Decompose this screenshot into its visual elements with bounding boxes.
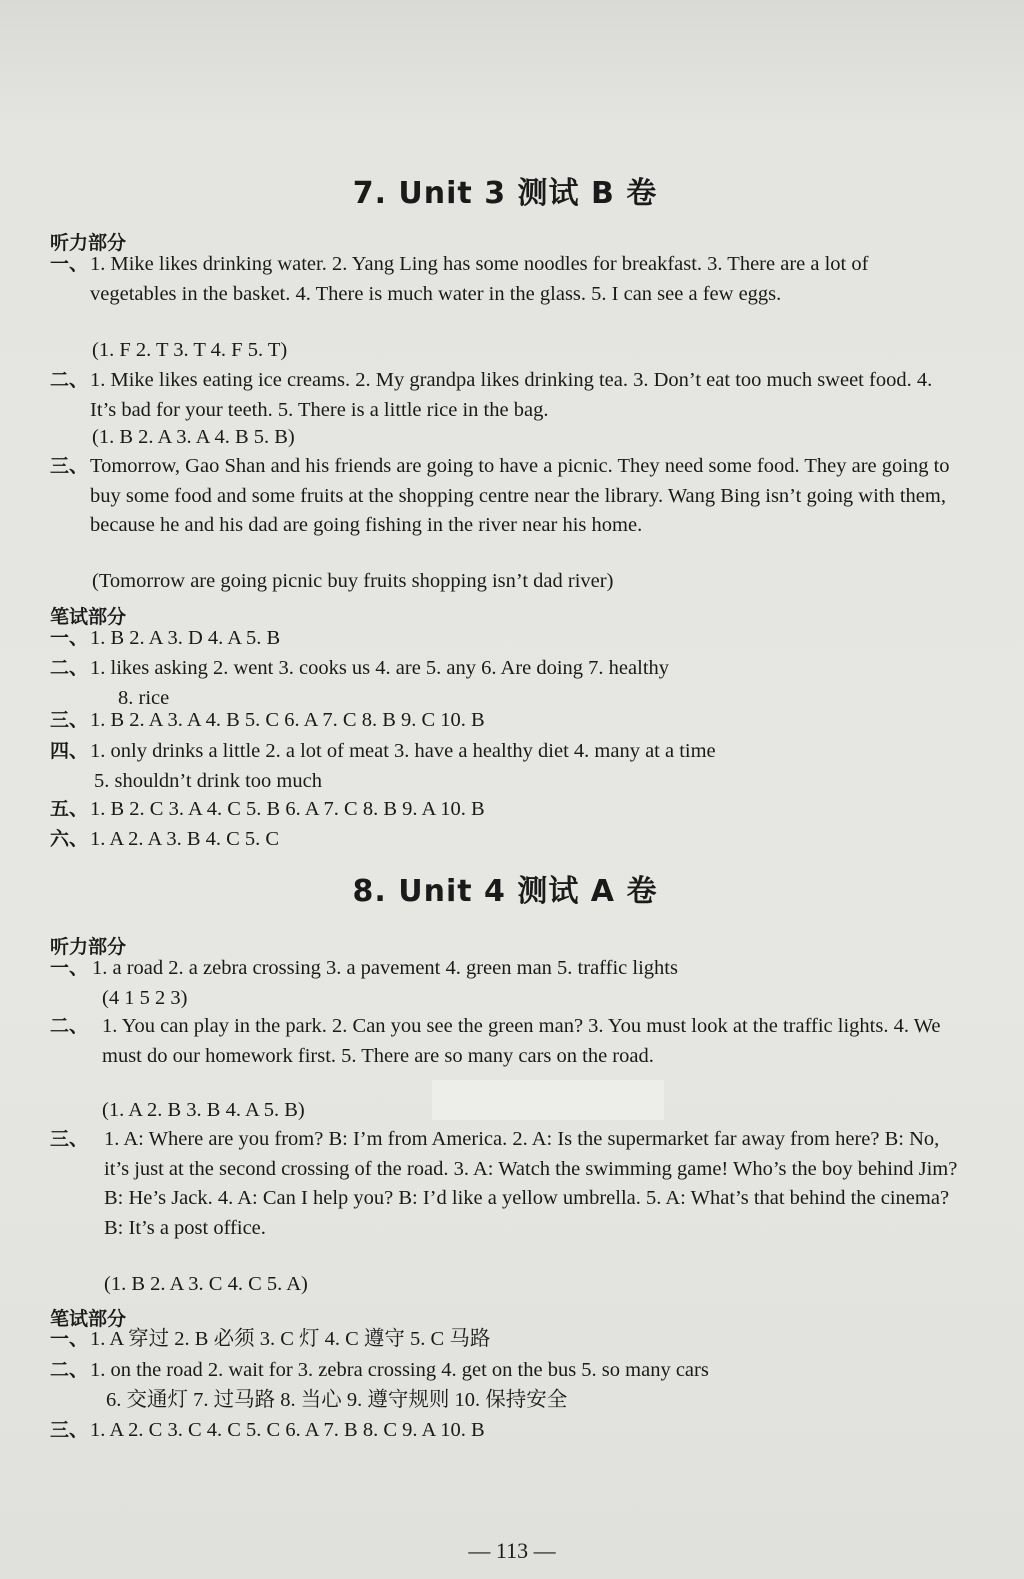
unit3-listening-q2 <box>50 366 960 425</box>
question-marker: 一、 <box>50 1328 89 1350</box>
question-marker: 一、 <box>50 627 89 649</box>
question-marker: 一、 <box>50 957 89 979</box>
question-text: 1. B 2. A 3. A 4. B 5. C 6. A 7. C 8. B 9. C 10. B <box>90 709 485 731</box>
question-text: 1. on the road 2. wait for 3. zebra crossing 4. get on the bus 5. so many cars <box>90 1359 709 1381</box>
unit4-title: 8. Unit 4 测试 A 卷 <box>352 874 658 909</box>
unit4-listening-q2 <box>50 1012 960 1071</box>
question-marker: 二、 <box>50 1359 89 1381</box>
unit3-writing-q2 <box>50 654 960 684</box>
unit3-writing-q2-continuation: 8. rice <box>118 687 170 709</box>
unit3-writing-q3 <box>50 706 960 736</box>
question-marker: 四、 <box>50 740 89 762</box>
unit3-writing-q5 <box>50 795 960 825</box>
question-marker: 二、 <box>50 657 89 679</box>
question-text: 1. Mike likes eating ice creams. 2. My grandpa likes drinking tea. 3. Don’t eat too much sweet food. 4. It’s bad for your teeth. 5. There is a little rice in the bag. <box>90 369 933 421</box>
unit4-writing-q3 <box>50 1416 960 1446</box>
question-text: 1. A 穿过 2. B 必须 3. C 灯 4. C 遵守 5. C 马路 <box>90 1328 491 1350</box>
question-text: 1. A: Where are you from? B: I’m from America. 2. A: Is the supermarket far away from here? B: No, it’s just at the second crossing of the road. 3. A: Watch the swimming game! Who’s the boy behind Jim? B: He’s Jack. 4. A: Can I help you? B: I’d like a yellow umbrella. 5. A: What’s that behind the cinema? B: It’s a post office. <box>104 1128 958 1239</box>
unit3-writing-q6 <box>50 825 960 855</box>
question-marker: 五、 <box>50 798 89 820</box>
unit3-listening-q1-answer: (1. F 2. T 3. T 4. F 5. T) <box>92 339 288 361</box>
question-text: 1. Mike likes drinking water. 2. Yang Ling has some noodles for breakfast. 3. There are a lot of vegetables in the basket. 4. There is much water in the glass. 5. I can see a few eggs. <box>90 253 869 305</box>
question-marker: 三、 <box>50 1128 89 1150</box>
unit3-writing-heading: 笔试部分 <box>50 606 127 628</box>
question-text: 1. A 2. A 3. B 4. C 5. C <box>90 828 280 850</box>
unit4-listening-q3 <box>50 1125 960 1243</box>
question-text: 1. only drinks a little 2. a lot of meat 3. have a healthy diet 4. many at a time <box>90 740 716 762</box>
unit4-listening-q1 <box>50 954 960 984</box>
unit4-writing-q2 <box>50 1356 960 1386</box>
unit3-listening-q1 <box>50 250 960 309</box>
question-text: 1. You can play in the park. 2. Can you see the green man? 3. You must look at the traffic lights. 4. We must do our homework first. 5. There are so many cars on the road. <box>102 1015 941 1067</box>
question-marker: 三、 <box>50 1419 89 1441</box>
unit4-writing-heading: 笔试部分 <box>50 1308 127 1330</box>
unit3-writing-q4-continuation: 5. shouldn’t drink too much <box>94 770 322 792</box>
question-text: 1. a road 2. a zebra crossing 3. a pavement 4. green man 5. traffic lights <box>92 957 678 979</box>
unit4-listening-heading: 听力部分 <box>50 936 127 958</box>
question-marker: 六、 <box>50 828 89 850</box>
unit3-listening-heading: 听力部分 <box>50 232 127 254</box>
unit3-writing-q1 <box>50 624 960 654</box>
question-marker: 二、 <box>50 369 89 391</box>
question-marker: 三、 <box>50 709 89 731</box>
question-text: Tomorrow, Gao Shan and his friends are going to have a picnic. They need some food. They are going to buy some food and some fruits at the shopping centre near the library. Wang Bing isn’t going with them, because he and his dad are going fishing in the river near his home. <box>90 455 950 536</box>
unit3-listening-q3 <box>50 452 960 541</box>
unit4-writing-q1 <box>50 1325 960 1355</box>
question-text: 1. likes asking 2. went 3. cooks us 4. are 5. any 6. Are doing 7. healthy <box>90 657 670 679</box>
question-text: 1. B 2. A 3. D 4. A 5. B <box>90 627 281 649</box>
unit4-listening-q2-answer: (1. A 2. B 3. B 4. A 5. B) <box>102 1099 305 1121</box>
unit3-writing-q4 <box>50 737 960 767</box>
question-marker: 二、 <box>50 1015 89 1037</box>
page-number: — 113 — <box>468 1538 556 1563</box>
unit4-listening-q3-answer: (1. B 2. A 3. C 4. C 5. A) <box>104 1273 308 1295</box>
unit3-title: 7. Unit 3 测试 B 卷 <box>352 176 658 211</box>
question-text: 1. B 2. C 3. A 4. C 5. B 6. A 7. C 8. B 9. A 10. B <box>90 798 485 820</box>
question-text: 1. A 2. C 3. C 4. C 5. C 6. A 7. B 8. C 9. A 10. B <box>90 1419 485 1441</box>
erased-smudge <box>432 1080 664 1120</box>
unit4-writing-q2-continuation: 6. 交通灯 7. 过马路 8. 当心 9. 遵守规则 10. 保持安全 <box>106 1389 568 1411</box>
question-marker: 一、 <box>50 253 89 275</box>
question-marker: 三、 <box>50 455 89 477</box>
unit3-listening-q3-answer: (Tomorrow are going picnic buy fruits shopping isn’t dad river) <box>92 570 614 592</box>
unit4-listening-q1-answer: (4 1 5 2 3) <box>102 987 188 1009</box>
unit3-listening-q2-answer: (1. B 2. A 3. A 4. B 5. B) <box>92 426 295 448</box>
